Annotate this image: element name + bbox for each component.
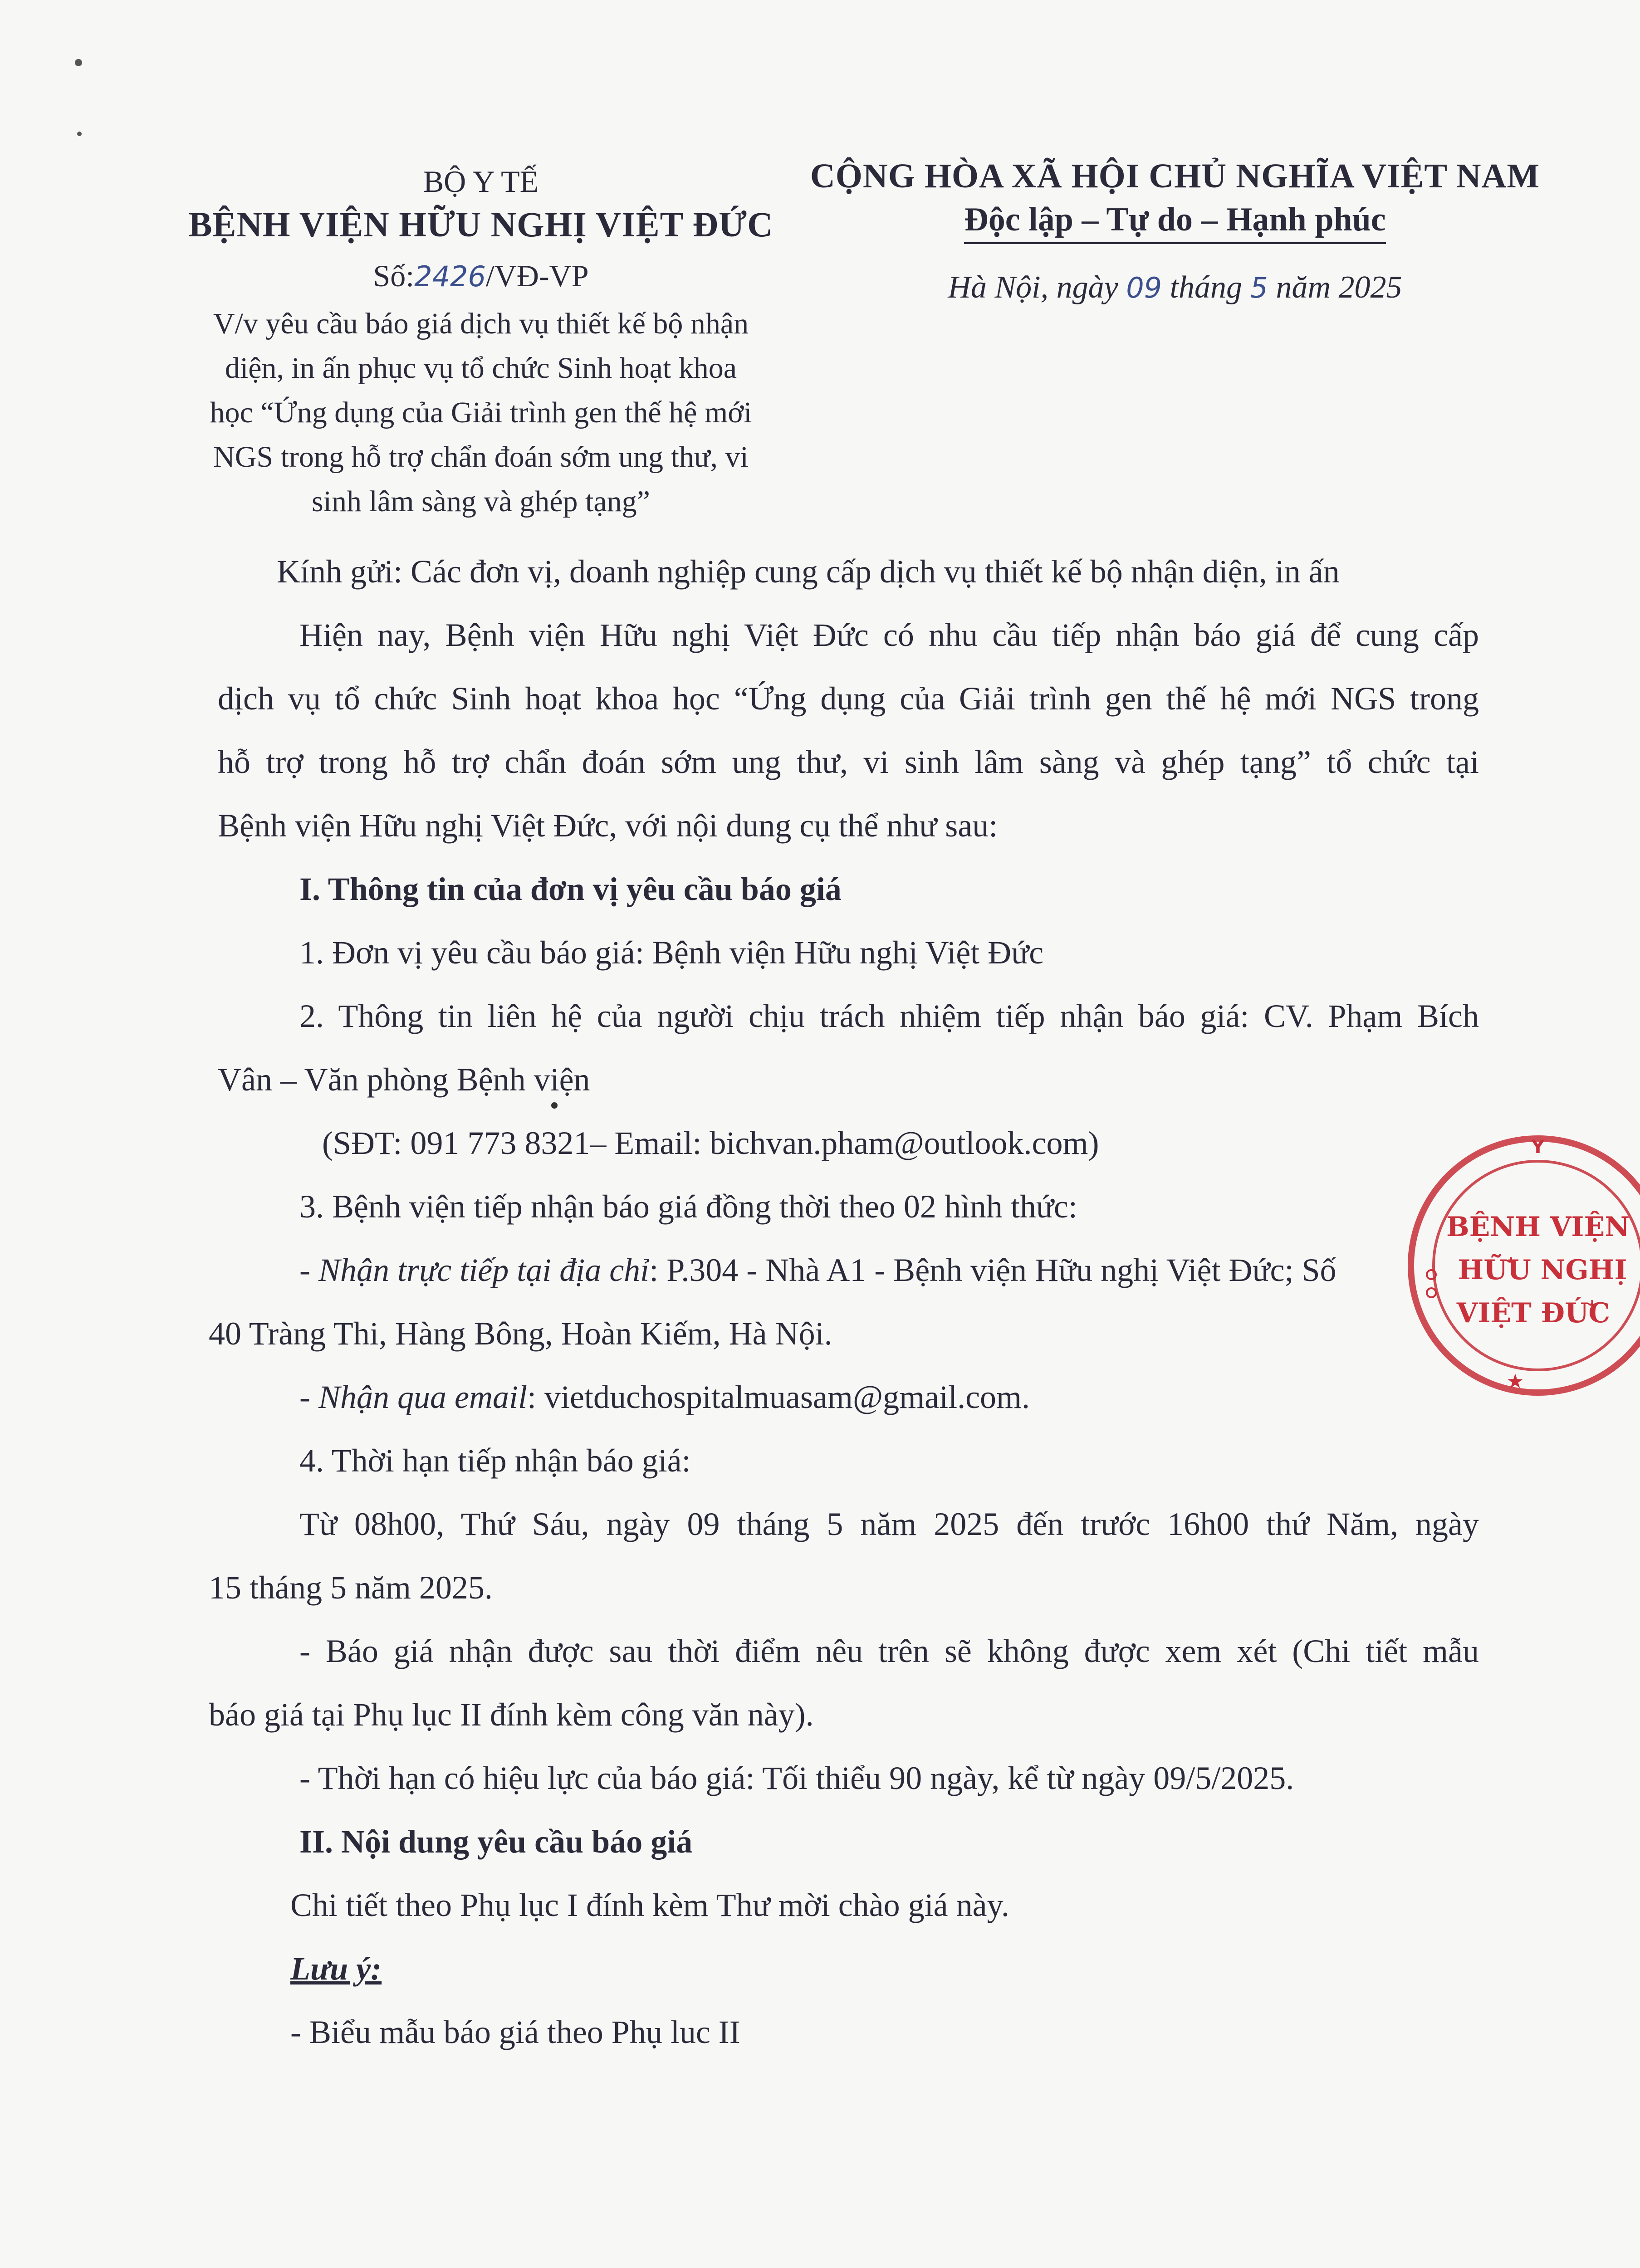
- subject-line: học “Ứng dụng của Giải trình gen thế hệ mới: [210, 396, 752, 429]
- ministry-name: BỘ Y TẾ: [423, 164, 539, 199]
- seal-line-2: HỮU NGHỊ: [1458, 1254, 1627, 1286]
- subject-line: V/v yêu cầu báo giá dịch vụ thiết kế bộ nhận: [213, 307, 749, 340]
- ref-number-handwritten: 2426: [414, 260, 486, 293]
- national-block: [798, 154, 1552, 310]
- email-submission: [218, 1365, 1479, 1429]
- direct-label: - Nhận trực tiếp tại địa chỉ: [299, 1252, 650, 1288]
- date-month-handwritten: 5: [1250, 271, 1268, 304]
- subject-line: NGS trong hỗ trợ chẩn đoán sớm ung thư, vi: [213, 440, 749, 474]
- subject-block: [163, 302, 798, 524]
- note-heading: [218, 1937, 1479, 2000]
- subject-line: sinh lâm sàng và ghép tạng”: [312, 485, 650, 518]
- direct-address: : P.304 - Nhà A1 - Bệnh viện Hữu nghị Việt Đức; Số: [649, 1252, 1336, 1288]
- letter-body: [209, 540, 1479, 2064]
- note-label: Lưu ý:: [290, 1950, 382, 1987]
- date-text: Hà Nội, ngày: [948, 270, 1126, 305]
- hospital-seal-icon: [1388, 1125, 1640, 1406]
- document-number: [163, 251, 798, 302]
- deadline-line-1: Từ 08h00, Thứ Sáu, ngày 09 tháng 5 năm 2025 đến trước 16h00 thứ Năm, ngày: [299, 1506, 1479, 1542]
- issue-date: [798, 266, 1552, 310]
- direct-address-line-2: 40 Tràng Thi, Hàng Bông, Hoàn Kiếm, Hà Nội.: [209, 1315, 832, 1352]
- salutation: Kính gửi: Các đơn vị, doanh nghiệp cung cấp dịch vụ thiết kế bộ nhận diện, in ấn: [277, 553, 1340, 590]
- late-line-2: báo giá tại Phụ lục II đính kèm công văn này).: [209, 1696, 814, 1733]
- issuer-block: [163, 161, 798, 524]
- section-1-title: I. Thông tin của đơn vị yêu cầu báo giá: [299, 871, 842, 907]
- direct-submission: [218, 1238, 1479, 1302]
- hospital-name: BỆNH VIỆN HỮU NGHỊ VIỆT ĐỨC: [188, 205, 773, 244]
- item-2-line-1: 2. Thông tin liên hệ của người chịu trách nhiệm tiếp nhận báo giá: CV. Phạm Bích: [299, 998, 1479, 1034]
- validity-note: - Thời hạn có hiệu lực của báo giá: Tối thiểu 90 ngày, kể từ ngày 09/5/2025.: [299, 1760, 1294, 1796]
- date-day-handwritten: 09: [1126, 271, 1162, 304]
- intro-line: Hiện nay, Bệnh viện Hữu nghị Việt Đức có nhu cầu tiếp nhận báo giá để cung cấp: [299, 617, 1479, 653]
- ref-suffix: /VĐ-VP: [485, 259, 589, 293]
- ref-prefix: Số:: [373, 259, 415, 293]
- scan-speck: [77, 132, 82, 136]
- scan-speck: [75, 59, 82, 66]
- intro-line: Bệnh viện Hữu nghị Việt Đức, với nội dung cụ thể như sau:: [218, 807, 998, 844]
- date-text: tháng: [1162, 270, 1250, 305]
- republic-title: CỘNG HÒA XÃ HỘI CHỦ NGHĨA VIỆT NAM: [810, 157, 1540, 195]
- section-2-text: Chi tiết theo Phụ lục I đính kèm Thư mời chào giá này.: [290, 1887, 1009, 1923]
- item-4: 4. Thời hạn tiếp nhận báo giá:: [299, 1442, 691, 1479]
- date-text: năm 2025: [1268, 270, 1402, 305]
- svg-text:Y: Y: [1531, 1137, 1545, 1158]
- item-1: 1. Đơn vị yêu cầu báo giá: Bệnh viện Hữu nghị Việt Đức: [299, 934, 1044, 971]
- item-2-line-2: Vân – Văn phòng Bệnh viện: [218, 1061, 590, 1098]
- seal-line-1: BỆNH VIỆN: [1446, 1211, 1630, 1243]
- email-label: - Nhận qua email: [299, 1379, 527, 1415]
- contact-info: (SĐT: 091 773 8321– Email: bichvan.pham@outlook.com): [322, 1125, 1099, 1161]
- note-item: - Biểu mẫu báo giá theo Phụ luc II: [290, 2014, 740, 2050]
- deadline-line-2: 15 tháng 5 năm 2025.: [209, 1569, 493, 1606]
- intro-line: dịch vụ tổ chức Sinh hoạt khoa học “Ứng dụng của Giải trình gen thế hệ mới NGS trong: [218, 680, 1479, 717]
- email-address: : vietduchospitalmuasam@gmail.com.: [527, 1379, 1030, 1415]
- section-2-title: II. Nội dung yêu cầu báo giá: [299, 1823, 693, 1860]
- late-line-1: - Báo giá nhận được sau thời điểm nêu trên sẽ không được xem xét (Chi tiết mẫu: [299, 1633, 1479, 1669]
- national-motto: Độc lập – Tự do – Hạnh phúc: [964, 198, 1385, 244]
- subject-line: diện, in ấn phục vụ tổ chức Sinh hoạt khoa: [225, 352, 737, 385]
- item-3: 3. Bệnh viện tiếp nhận báo giá đồng thời theo 02 hình thức:: [299, 1188, 1077, 1225]
- svg-text:★: ★: [1506, 1370, 1524, 1393]
- intro-line: hỗ trợ trong hỗ trợ chẩn đoán sớm ung thư, vi sinh lâm sàng và ghép tạng” tổ chức tại: [218, 744, 1479, 780]
- seal-line-3: VIỆT ĐỨC: [1456, 1297, 1611, 1329]
